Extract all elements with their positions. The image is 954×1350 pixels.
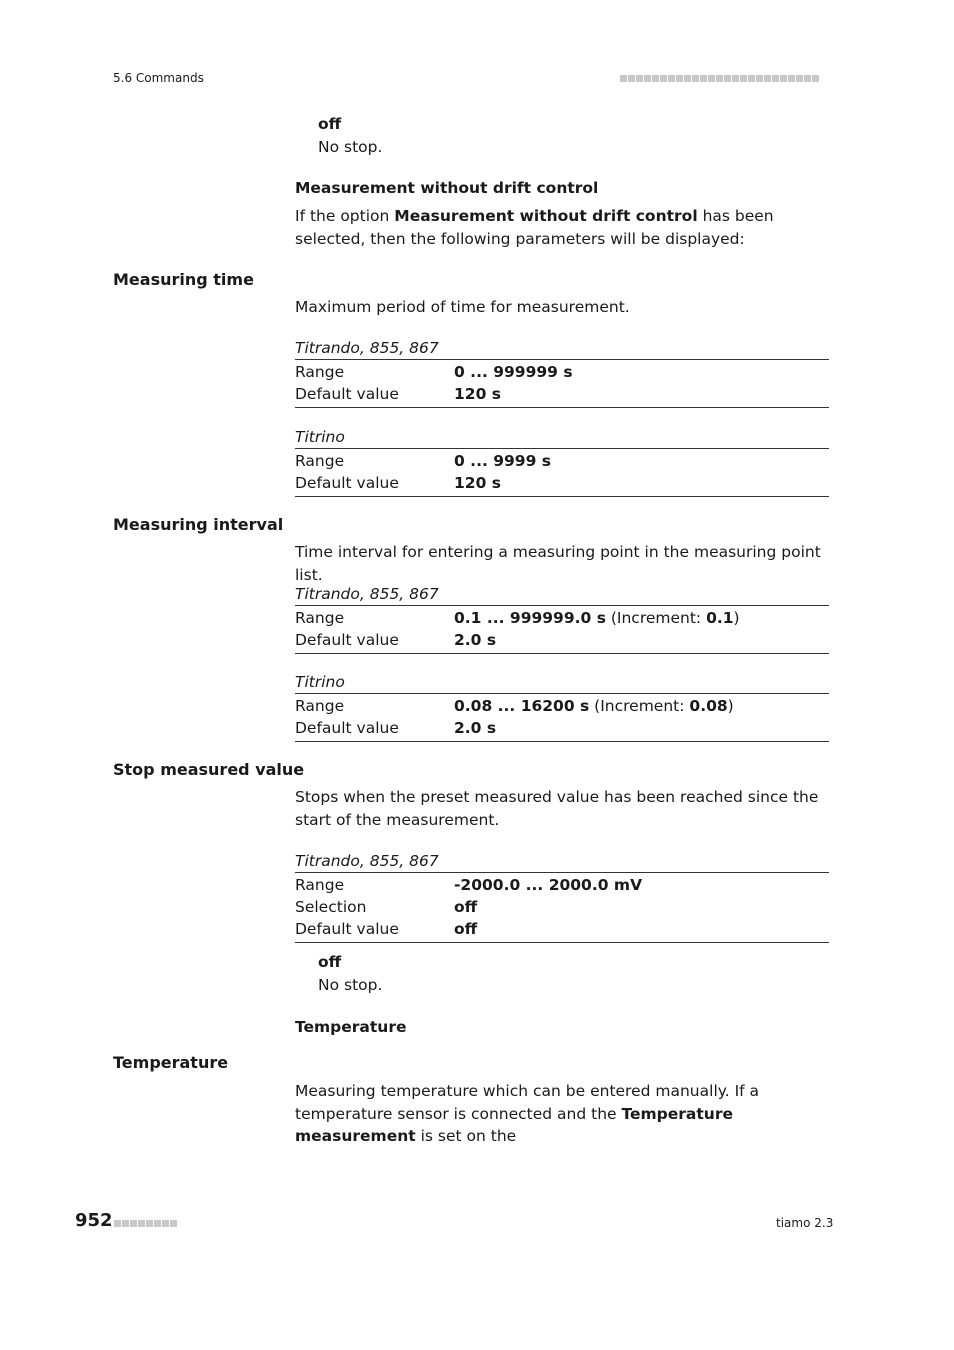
stop-measured-value-table — [295, 850, 829, 943]
measuring-time-title: Measuring time — [113, 270, 254, 289]
measuring-time-desc: Maximum period of time for measurement. — [295, 298, 630, 316]
option-off-label: off — [318, 115, 342, 133]
table-row-range: Range 0 ... 999999 s — [295, 363, 573, 381]
table-row-default: Default value 120 s — [295, 385, 501, 403]
table-caption: Titrando, 855, 867 — [295, 339, 439, 357]
footer-decoration-squares — [114, 1220, 177, 1227]
table-row-range: Range -2000.0 ... 2000.0 mV — [295, 876, 643, 894]
table-row-range: Range 0.08 ... 16200 s (Increment: 0.08) — [295, 697, 734, 715]
table-caption: Titrando, 855, 867 — [295, 585, 439, 603]
table-row-selection: Selection off — [295, 898, 478, 916]
table-row-default: Default value 2.0 s — [295, 719, 497, 737]
option-off-desc: No stop. — [318, 138, 383, 156]
table-caption: Titrino — [295, 428, 345, 446]
option-off-label: off — [318, 953, 342, 971]
temperature-title: Temperature — [113, 1053, 229, 1072]
mwdc-paragraph: If the option Measurement without drift control has been selected, then the following parameters will be displayed: — [295, 207, 774, 248]
stop-measured-value-title: Stop measured value — [113, 760, 305, 779]
stop-measured-value-desc: Stops when the preset measured value has been reached since the start of the measurement. — [295, 788, 819, 829]
page-number: 952 — [75, 1210, 113, 1231]
running-header-section: 5.6 Commands — [113, 71, 204, 85]
table-row-default: Default value off — [295, 920, 478, 938]
option-off-desc: No stop. — [318, 976, 383, 994]
header-decoration-squares — [620, 75, 819, 82]
table-caption: Titrino — [295, 673, 345, 691]
measuring-interval-table-titrando — [295, 583, 829, 654]
measuring-interval-desc: Time interval for entering a measuring point in the measuring point list. — [295, 543, 821, 584]
measuring-interval-title: Measuring interval — [113, 515, 284, 534]
measuring-time-table-titrando — [295, 337, 829, 408]
temperature-paragraph: Measuring temperature which can be entered manually. If a temperature sensor is connected and the Temperature measurement is set on the — [295, 1082, 760, 1145]
table-row-default: Default value 120 s — [295, 474, 501, 492]
measuring-interval-table-titrino — [295, 671, 829, 742]
table-row-range: Range 0.1 ... 999999.0 s (Increment: 0.1) — [295, 609, 740, 627]
table-caption: Titrando, 855, 867 — [295, 852, 439, 870]
measuring-time-table-titrino — [295, 426, 829, 497]
table-row-default: Default value 2.0 s — [295, 631, 497, 649]
table-row-range: Range 0 ... 9999 s — [295, 452, 552, 470]
temperature-group-heading: Temperature — [295, 1018, 407, 1036]
mwdc-heading: Measurement without drift control — [295, 179, 599, 197]
footer-product: tiamo 2.3 — [776, 1216, 834, 1230]
